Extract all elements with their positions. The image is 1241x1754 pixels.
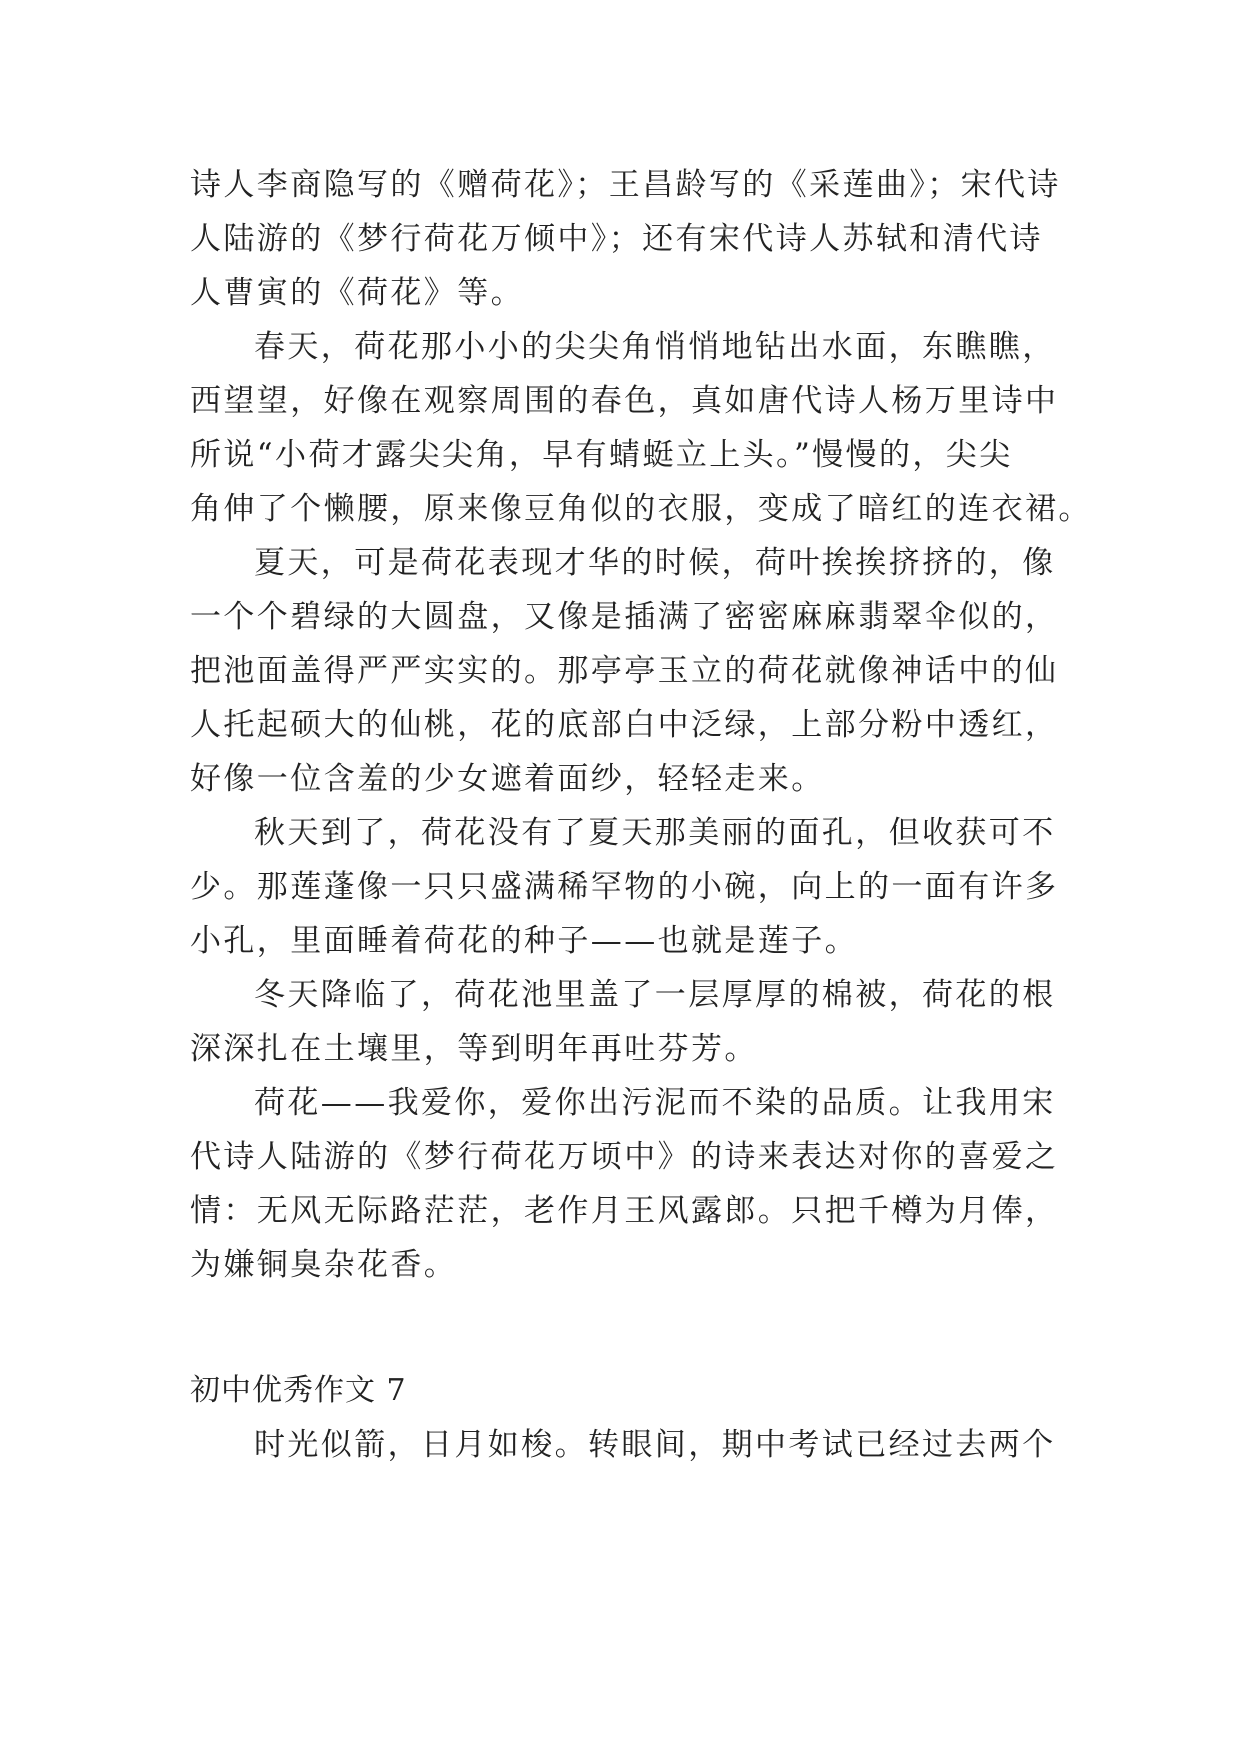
section-spacer [190, 1292, 1050, 1364]
text-line: 情：无风无际路茫茫，老作月王风露郎。只把千樽为月俸， [190, 1193, 1059, 1229]
paragraph-7 [190, 1418, 1056, 1472]
text-line: 人曹寅的《荷花》等。 [190, 275, 524, 311]
text-line: 春天，荷花那小小的尖尖角悄悄地钻出水面，东瞧瞧， [254, 329, 1056, 365]
text-line: 深深扎在土壤里，等到明年再吐芬芳。 [190, 1031, 758, 1067]
text-line: 一个个碧绿的大圆盘，又像是插满了密密麻麻翡翠伞似的， [190, 599, 1059, 635]
text-line: 把池面盖得严严实实的。那亭亭玉立的荷花就像神话中的仙 [190, 653, 1059, 689]
text-line: 所说“小荷才露尖尖角，早有蜻蜓立上头。”慢慢的，尖尖 [190, 437, 1013, 473]
paragraph-3 [190, 536, 1059, 806]
text-line: 为嫌铜臭杂花香。 [190, 1247, 458, 1283]
paragraph-5 [190, 968, 1056, 1076]
text-line: 夏天，可是荷花表现才华的时候，荷叶挨挨挤挤的，像 [254, 545, 1056, 581]
document-body [190, 158, 1092, 1472]
section-title: 初中优秀作文 7 [190, 1373, 407, 1408]
text-line: 角伸了个懒腰，原来像豆角似的衣服，变成了暗红的连衣裙。 [190, 491, 1092, 527]
paragraph-6 [190, 1076, 1059, 1292]
text-line: 诗人李商隐写的《赠荷花》；王昌龄写的《采莲曲》；宋代诗 [190, 167, 1061, 203]
text-line: 秋天到了，荷花没有了夏天那美丽的面孔，但收获可不 [254, 815, 1056, 851]
text-line: 好像一位含羞的少女遮着面纱，轻轻走来。 [190, 761, 825, 797]
paragraph-4 [190, 806, 1059, 968]
text-line: 时光似箭，日月如梭。转眼间，期中考试已经过去两个 [254, 1427, 1056, 1463]
paragraph-1 [190, 158, 1061, 320]
paragraph-2 [190, 320, 1092, 536]
text-line: 西望望，好像在观察周围的春色，真如唐代诗人杨万里诗中 [190, 383, 1059, 419]
text-line: 人托起硕大的仙桃，花的底部白中泛绿，上部分粉中透红， [190, 707, 1059, 743]
text-line: 荷花——我爱你，爱你出污泥而不染的品质。让我用宋 [254, 1085, 1056, 1121]
text-line: 人陆游的《梦行荷花万倾中》；还有宋代诗人苏轼和清代诗 [190, 221, 1043, 257]
text-line: 冬天降临了，荷花池里盖了一层厚厚的棉被，荷花的根 [254, 977, 1056, 1013]
text-line: 少。那莲蓬像一只只盛满稀罕物的小碗，向上的一面有许多 [190, 869, 1059, 905]
text-line: 代诗人陆游的《梦行荷花万顷中》的诗来表达对你的喜爱之 [190, 1139, 1059, 1175]
text-line: 小孔，里面睡着荷花的种子——也就是莲子。 [190, 923, 858, 959]
